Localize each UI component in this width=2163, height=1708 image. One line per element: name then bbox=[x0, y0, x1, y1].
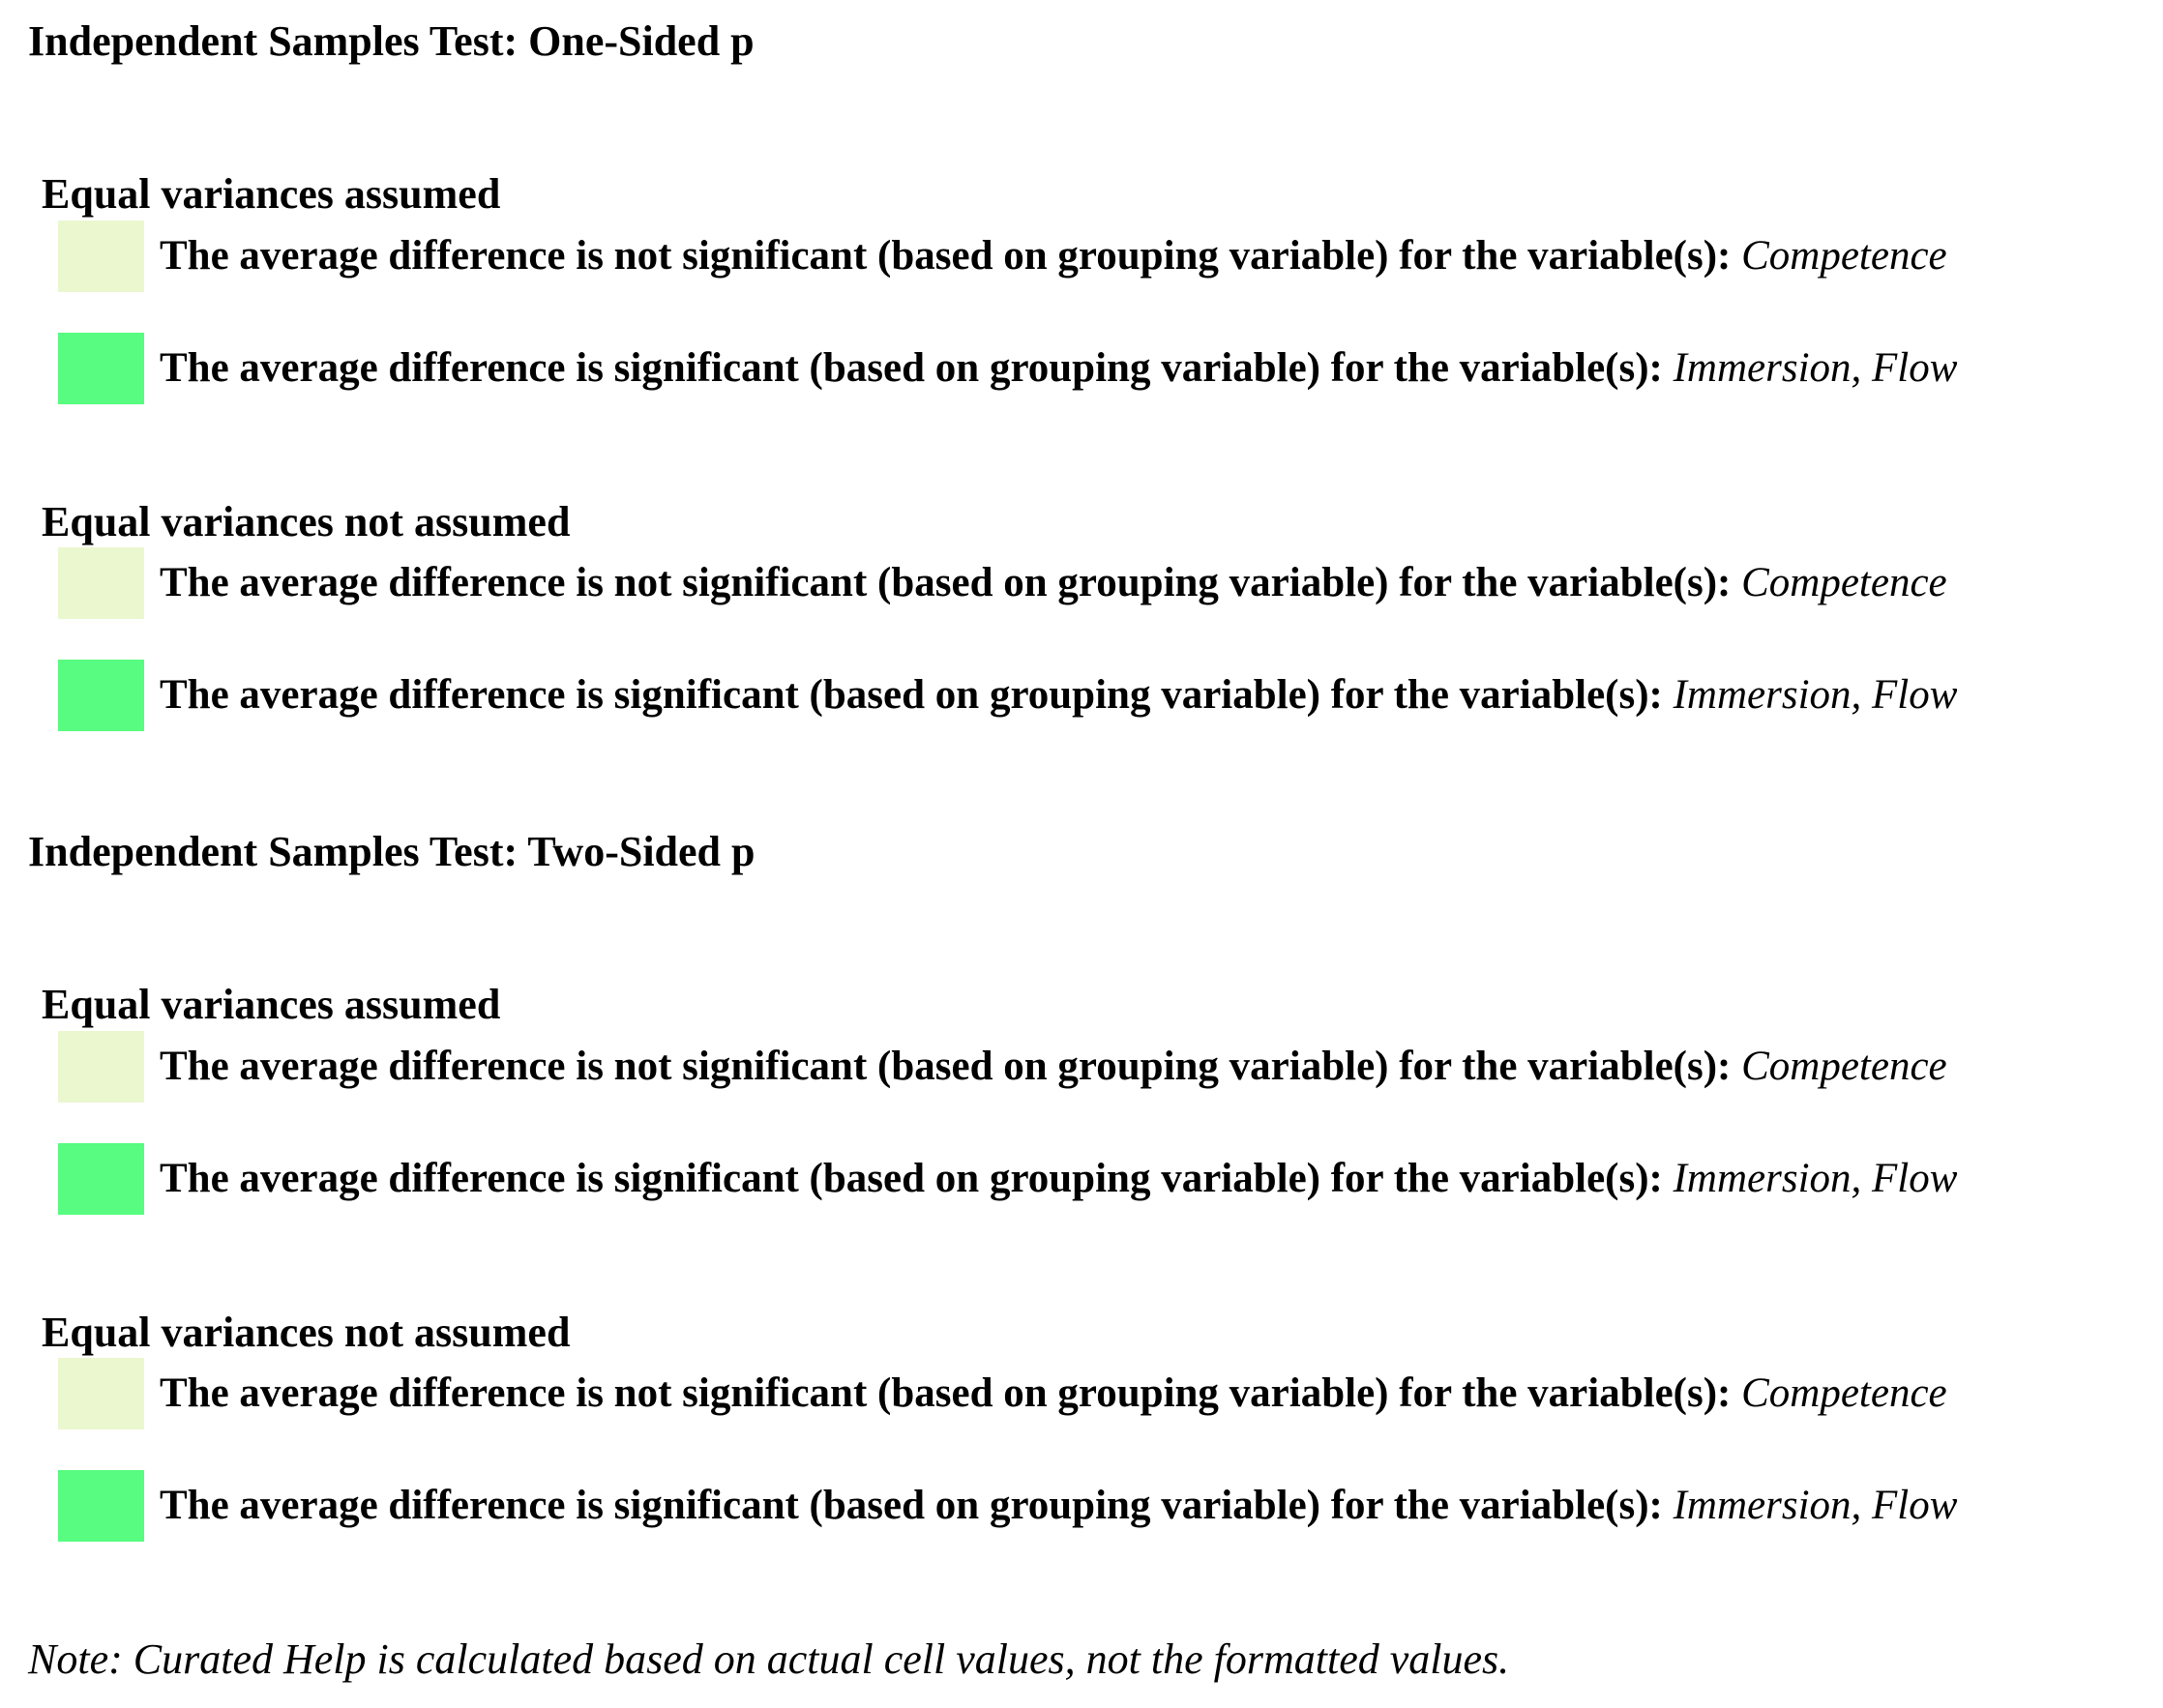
significant-swatch bbox=[58, 1470, 144, 1542]
legend-row-not-significant bbox=[58, 221, 1947, 292]
legend-variables: Competence bbox=[1741, 1370, 1947, 1416]
heading-equal-variances-not-assumed: Equal variances not assumed bbox=[42, 498, 571, 545]
heading-equal-variances-not-assumed: Equal variances not assumed bbox=[42, 1309, 571, 1356]
test-title-one-sided: Independent Samples Test: One-Sided p bbox=[28, 17, 755, 65]
legend-message: The average difference is not significant (based on grouping variable) for the variable(s): bbox=[160, 1370, 1732, 1416]
legend-text bbox=[160, 558, 1947, 608]
legend-variables: Immersion, Flow bbox=[1673, 1156, 1958, 1201]
significant-swatch bbox=[58, 1143, 144, 1215]
legend-row-not-significant bbox=[58, 547, 1947, 619]
heading-equal-variances-assumed: Equal variances assumed bbox=[42, 981, 501, 1028]
footnote: Note: Curated Help is calculated based on actual cell values, not the formatted values. bbox=[28, 1635, 1510, 1683]
legend-variables: Competence bbox=[1741, 560, 1947, 605]
legend-text bbox=[160, 1154, 1957, 1204]
significant-swatch bbox=[58, 660, 144, 731]
legend-message: The average difference is significant (based on grouping variable) for the variable(s): bbox=[160, 1156, 1663, 1201]
not-significant-swatch bbox=[58, 547, 144, 619]
legend-text bbox=[160, 670, 1957, 721]
legend-row-significant bbox=[58, 333, 1957, 404]
legend-row-significant bbox=[58, 660, 1957, 731]
not-significant-swatch bbox=[58, 221, 144, 292]
legend-message: The average difference is significant (based on grouping variable) for the variable(s): bbox=[160, 672, 1663, 718]
legend-message: The average difference is not significant (based on grouping variable) for the variable(s): bbox=[160, 560, 1732, 605]
legend-variables: Immersion, Flow bbox=[1673, 345, 1958, 391]
legend-variables: Immersion, Flow bbox=[1673, 672, 1958, 718]
legend-text bbox=[160, 1369, 1947, 1419]
legend-variables: Competence bbox=[1741, 1044, 1947, 1089]
legend-text bbox=[160, 1042, 1947, 1092]
legend-text bbox=[160, 343, 1957, 394]
legend-text bbox=[160, 1481, 1957, 1531]
legend-row-not-significant bbox=[58, 1031, 1947, 1103]
heading-equal-variances-assumed: Equal variances assumed bbox=[42, 170, 501, 218]
legend-message: The average difference is not significant (based on grouping variable) for the variable(s): bbox=[160, 233, 1732, 279]
legend-text bbox=[160, 231, 1947, 281]
significant-swatch bbox=[58, 333, 144, 404]
legend-row-significant bbox=[58, 1470, 1957, 1542]
legend-message: The average difference is significant (based on grouping variable) for the variable(s): bbox=[160, 345, 1663, 391]
legend-variables: Immersion, Flow bbox=[1673, 1483, 1958, 1528]
legend-variables: Competence bbox=[1741, 233, 1947, 279]
test-title-two-sided: Independent Samples Test: Two-Sided p bbox=[28, 828, 756, 875]
legend-message: The average difference is not significant (based on grouping variable) for the variable(s): bbox=[160, 1044, 1732, 1089]
legend-message: The average difference is significant (based on grouping variable) for the variable(s): bbox=[160, 1483, 1663, 1528]
not-significant-swatch bbox=[58, 1358, 144, 1429]
not-significant-swatch bbox=[58, 1031, 144, 1103]
legend-row-significant bbox=[58, 1143, 1957, 1215]
legend-row-not-significant bbox=[58, 1358, 1947, 1429]
